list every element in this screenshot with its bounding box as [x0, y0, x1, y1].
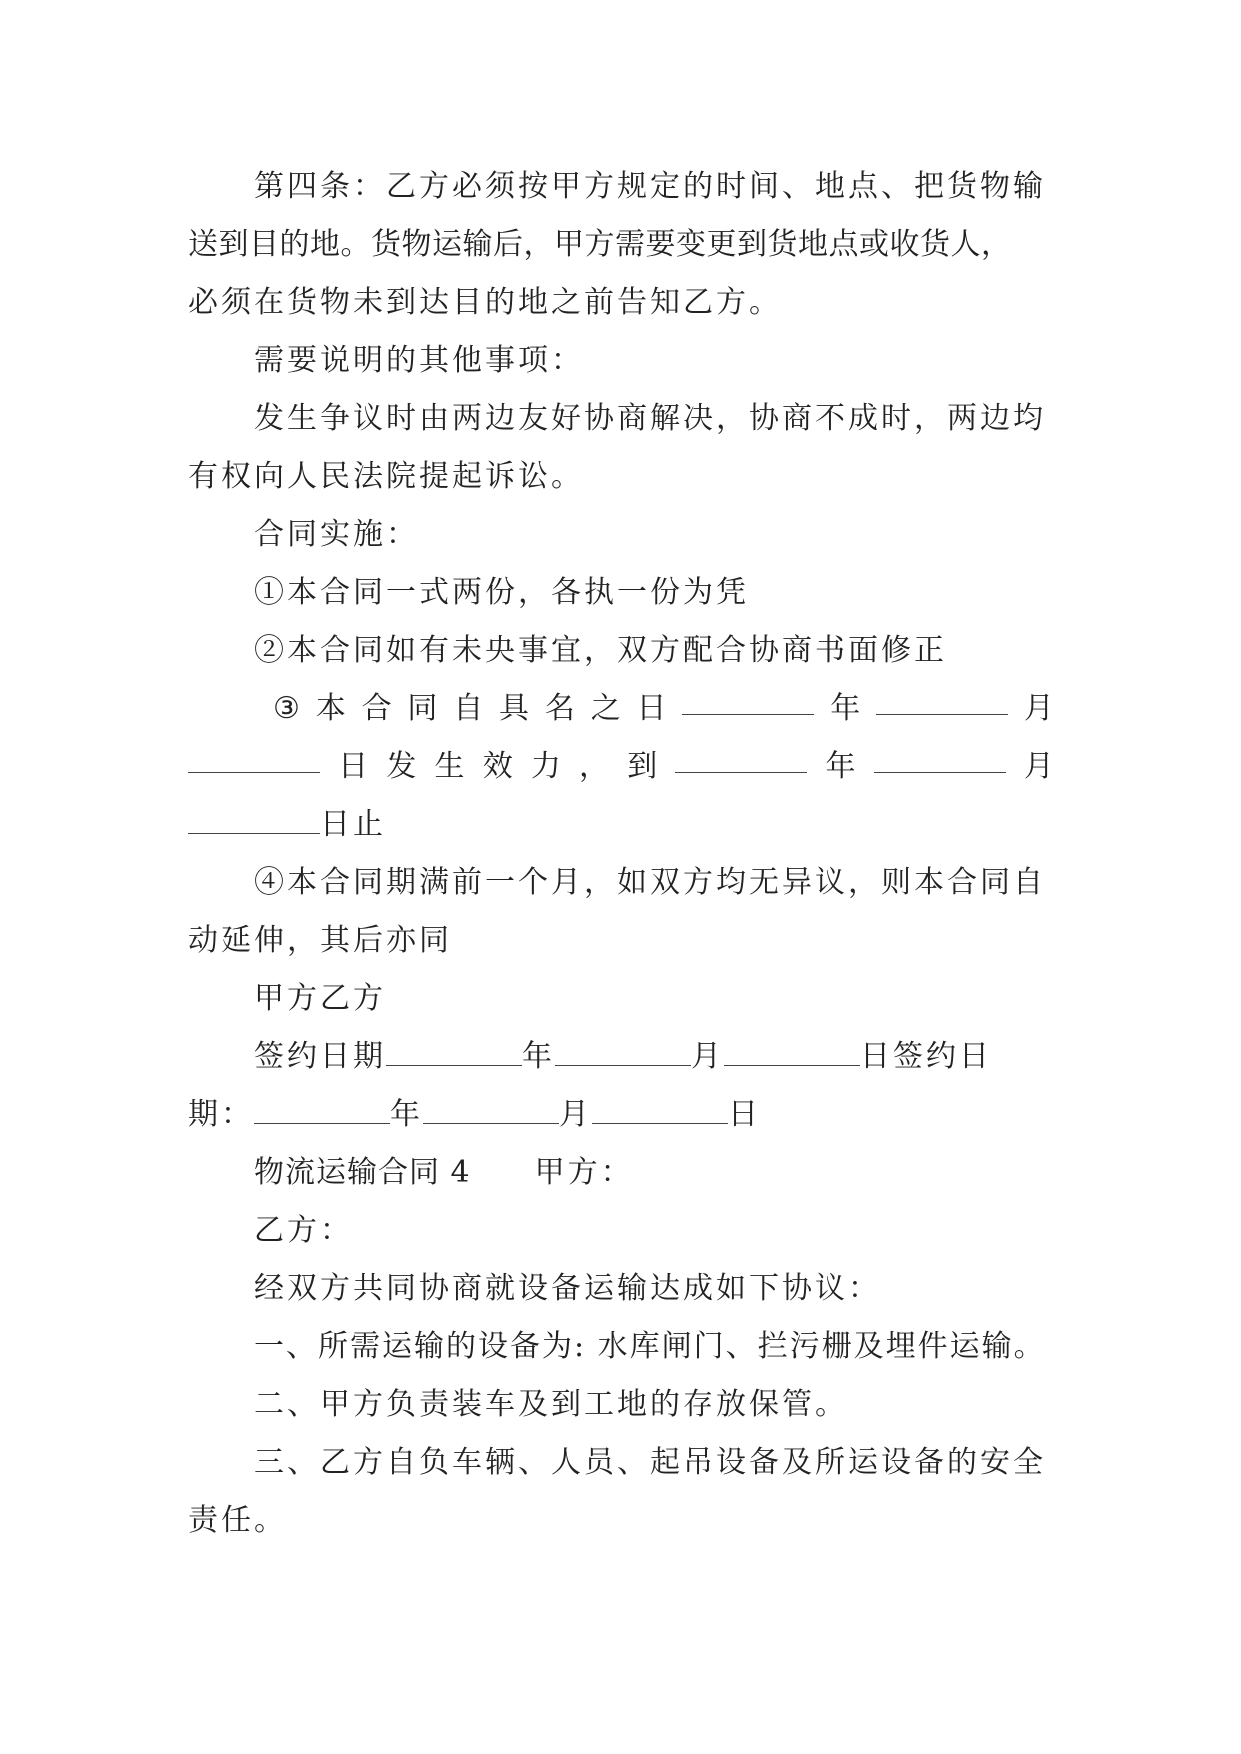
- item3-char: ③: [273, 691, 300, 726]
- item3-char: 合: [361, 691, 392, 726]
- party-b-label: 乙方：: [254, 1213, 353, 1248]
- document-page: [188, 158, 1054, 1550]
- contract4-clause3-line1: 三、乙方自负车辆、人员、起吊设备及所运设备的安全: [254, 1445, 1046, 1480]
- blank-line: [874, 738, 1006, 773]
- contract4-title: 物流运输合同 4: [254, 1155, 471, 1190]
- signature-date-line1: [188, 1028, 1054, 1086]
- signature-parties: 甲方乙方: [254, 981, 386, 1016]
- item3-char: 力: [530, 749, 561, 784]
- blank-line: [555, 1031, 691, 1066]
- other-matters-heading: 需要说明的其他事项：: [254, 343, 584, 378]
- day-end-label: 日止: [320, 807, 386, 842]
- implementation-item4-line2: 动延伸，其后亦同: [188, 923, 452, 958]
- blank-line: [188, 799, 320, 834]
- dispute-line1: 发生争议时由两边友好协商解决，协商不成时，两边均: [254, 401, 1046, 436]
- contract4-clause1: 一、所需运输的设备为: 水库闸门、拦污栅及埋件运输。: [254, 1329, 1046, 1364]
- signature-date-line2: [188, 1086, 1054, 1144]
- item3-char: 名: [544, 691, 575, 726]
- month-label: 月: [1023, 749, 1054, 784]
- item3-char: 之: [590, 691, 621, 726]
- blank-line: [682, 680, 814, 715]
- blank-line: [188, 738, 320, 773]
- sign-date-label: 签约日期: [254, 1039, 386, 1074]
- blank-line: [675, 738, 807, 773]
- month-label: 月: [691, 1039, 724, 1074]
- implementation-item3-line3: [188, 796, 1054, 854]
- implementation-item3-line1: [188, 680, 1054, 738]
- blank-line: [724, 1031, 860, 1066]
- item3-char: 自: [453, 691, 484, 726]
- item3-char: 到: [627, 749, 658, 784]
- contract4-title-line: [188, 1144, 1054, 1202]
- implementation-heading: 合同实施：: [254, 517, 419, 552]
- implementation-item2: ②本合同如有未央事宜，双方配合协商书面修正: [254, 633, 947, 668]
- year-label: 年: [390, 1097, 423, 1132]
- item3-char: 日: [636, 691, 667, 726]
- year-label: 年: [522, 1039, 555, 1074]
- blank-line: [592, 1089, 728, 1124]
- item3-char: 同: [407, 691, 438, 726]
- item3-char: 本: [315, 691, 346, 726]
- implementation-item1: ①本合同一式两份，各执一份为凭: [254, 575, 749, 610]
- day-label: 日: [728, 1097, 761, 1132]
- year-label: 年: [830, 691, 861, 726]
- item3-char: 日: [338, 749, 369, 784]
- implementation-item3-line2: [188, 738, 1054, 796]
- item3-char: ，: [579, 749, 610, 784]
- blank-line: [254, 1089, 390, 1124]
- item3-char: 生: [434, 749, 465, 784]
- sign-date-label2: 日签约日: [860, 1039, 992, 1074]
- contract4-intro: 经双方共同协商就设备运输达成如下协议：: [254, 1271, 881, 1306]
- item3-char: 具: [499, 691, 530, 726]
- item3-char: 效: [482, 749, 513, 784]
- article4-line2: 送到目的地。货物运输后，甲方需要变更到货地点或收货人，: [188, 227, 1012, 262]
- implementation-item4-line1: ④本合同期满前一个月，如双方均无异议，则本合同自: [254, 865, 1046, 900]
- blank-line: [423, 1089, 559, 1124]
- year-label: 年: [825, 749, 856, 784]
- party-a-label: 甲方：: [534, 1155, 634, 1190]
- month-label: 月: [559, 1097, 592, 1132]
- blank-line: [386, 1031, 522, 1066]
- blank-line: [876, 680, 1008, 715]
- period-label: 期：: [188, 1097, 254, 1132]
- contract4-clause3-line2: 责任。: [188, 1503, 287, 1538]
- dispute-line2: 有权向人民法院提起诉讼。: [188, 459, 584, 494]
- article4-line3: 必须在货物未到达目的地之前告知乙方。: [188, 285, 782, 320]
- month-label: 月: [1023, 691, 1054, 726]
- article4-line1: 第四条：乙方必须按甲方规定的时间、地点、把货物输: [254, 169, 1046, 204]
- contract4-clause2: 二、甲方负责装车及到工地的存放保管。: [254, 1387, 848, 1422]
- item3-char: 发: [386, 749, 417, 784]
